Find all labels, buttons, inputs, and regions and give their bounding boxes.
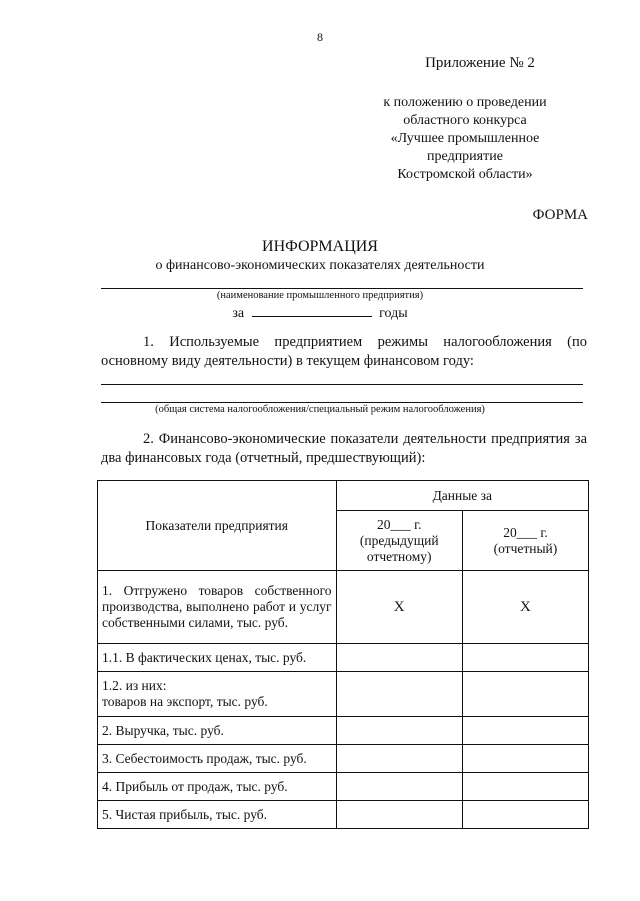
section-2-text [101, 430, 587, 468]
row-label [98, 672, 337, 717]
section-1-text [101, 333, 587, 371]
period-suffix: годы [379, 306, 408, 321]
cell-reporting[interactable] [462, 745, 588, 773]
enterprise-name-caption: (наименование промышленного предприятия) [216, 290, 424, 301]
section-2-body: 2. Финансово-экономические показатели деятельности предприятия за два финансовых года (отчетный, предшествующий): [101, 431, 587, 466]
tax-regime-line-1[interactable] [101, 384, 583, 385]
cell-reporting: X [462, 571, 588, 644]
period-line [0, 304, 640, 322]
header-data-for: Данные за [336, 481, 588, 511]
reference-line: «Лучшее промышленное [390, 131, 540, 146]
cell-previous: X [336, 571, 462, 644]
reporting-year-label: (отчетный) [493, 540, 558, 556]
row-label-line: товаров на экспорт, тыс. руб. [102, 694, 268, 709]
cell-previous[interactable] [336, 773, 462, 801]
cell-previous[interactable] [336, 745, 462, 773]
header-indicators: Показатели предприятия [98, 481, 337, 571]
row-label: 2. Выручка, тыс. руб. [98, 717, 337, 745]
reference-line: областного конкурса [403, 113, 527, 128]
appendix-label: Приложение № 2 [425, 55, 535, 71]
row-label-line: 1.2. из них: [102, 678, 167, 693]
financial-indicators-table [97, 480, 589, 829]
reporting-year-field[interactable]: 20___ г. [503, 524, 548, 540]
document-title: ИНФОРМАЦИЯ [262, 238, 378, 255]
regulation-reference [370, 94, 560, 184]
row-label: 4. Прибыль от продаж, тыс. руб. [98, 773, 337, 801]
cell-reporting[interactable] [462, 801, 588, 829]
period-prefix: за [232, 306, 245, 321]
cell-previous[interactable] [336, 717, 462, 745]
enterprise-name-line[interactable] [101, 288, 583, 289]
previous-year-label: (предыдущий отчетному) [359, 532, 439, 564]
cell-previous[interactable] [336, 801, 462, 829]
cell-reporting[interactable] [462, 672, 588, 717]
section-1-body: 1. Используемые предприятием режимы налогообложения (по основному виду деятельности) в текущем финансовом году: [101, 334, 587, 369]
row-label: 1. Отгружено товаров собственного производства, выполнено работ и услуг собственными силами, тыс. руб. [98, 571, 337, 644]
cell-reporting[interactable] [462, 773, 588, 801]
cell-previous[interactable] [336, 644, 462, 672]
header-previous-year [336, 511, 462, 571]
reference-line: предприятие [427, 149, 503, 164]
header-reporting-year [462, 511, 588, 571]
cell-reporting[interactable] [462, 644, 588, 672]
row-label: 1.1. В фактических ценах, тыс. руб. [98, 644, 337, 672]
previous-year-field[interactable]: 20___ г. [376, 516, 422, 532]
row-label: 5. Чистая прибыль, тыс. руб. [98, 801, 337, 829]
cell-previous[interactable] [336, 672, 462, 717]
document-subtitle: о финансово-экономических показателях деятельности [155, 258, 485, 273]
form-label: ФОРМА [532, 207, 588, 223]
row-label: 3. Себестоимость продаж, тыс. руб. [98, 745, 337, 773]
tax-regime-line-2[interactable] [101, 402, 583, 403]
page-number: 8 [317, 30, 323, 44]
cell-reporting[interactable] [462, 717, 588, 745]
reference-line: Костромской области» [397, 167, 533, 182]
reference-line: к положению о проведении [383, 95, 547, 110]
tax-regime-caption: (общая система налогообложения/специальный режим налогообложения) [155, 404, 485, 415]
period-blank-field[interactable] [252, 304, 372, 317]
